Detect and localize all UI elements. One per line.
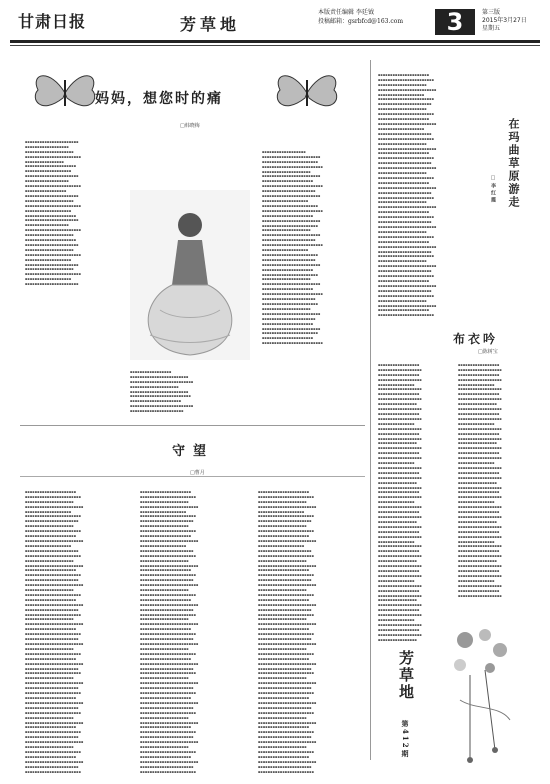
article-body-watch-col-2: ▪▪▪▪▪▪▪▪▪▪▪▪▪▪▪▪▪▪▪▪▪ ▪▪▪▪▪▪▪▪▪▪▪▪▪▪▪▪▪▪▪▪▪▪▪ ▪▪▪▪▪▪▪▪▪▪▪▪▪▪▪▪▪▪▪▪ ▪▪▪▪▪▪▪▪▪▪▪▪▪▪▪▪▪▪▪▪▪▪▪▪ ▪▪▪▪▪▪▪▪▪▪▪▪▪▪▪▪▪▪▪ ▪▪▪▪▪▪▪▪▪▪▪▪▪▪▪▪▪▪▪▪▪▪▪ ▪▪▪▪▪▪▪▪▪▪▪▪▪▪▪▪▪▪▪▪▪▪ ▪▪▪▪▪▪▪▪▪▪▪▪▪▪▪▪▪▪▪▪ ▪▪▪▪▪▪▪▪▪▪▪▪▪▪▪▪▪▪▪▪▪▪▪ ▪▪▪▪▪▪▪▪▪▪▪▪▪▪▪▪▪▪▪▪▪ ▪▪▪▪▪▪▪▪▪▪▪▪▪▪▪▪▪▪▪▪▪▪▪▪ ▪▪▪▪▪▪▪▪▪▪▪▪▪▪▪▪▪▪▪ ▪▪▪▪▪▪▪▪▪▪▪▪▪▪▪▪▪▪▪▪▪▪ ▪▪▪▪▪▪▪▪▪▪▪▪▪▪▪▪▪▪▪▪▪▪▪ ▪▪▪▪▪▪▪▪▪▪▪▪▪▪▪▪▪▪▪▪ ▪▪▪▪▪▪▪▪▪▪▪▪▪▪▪▪▪▪▪▪▪▪▪▪ ▪▪▪▪▪▪▪▪▪▪▪▪▪▪▪▪▪▪▪▪▪ ▪▪▪▪▪▪▪▪▪▪▪▪▪▪▪▪▪▪▪▪▪▪▪ ▪▪▪▪▪▪▪▪▪▪▪▪▪▪▪▪▪▪▪▪▪▪ ▪▪▪▪▪▪▪▪▪▪▪▪▪▪▪▪▪▪▪▪▪▪▪▪ ▪▪▪▪▪▪▪▪▪▪▪▪▪▪▪▪▪▪▪▪ ▪▪▪▪▪▪▪▪▪▪▪▪▪▪▪▪▪▪▪▪▪▪▪ ▪▪▪▪▪▪▪▪▪▪▪▪▪▪▪▪▪▪▪▪▪ ▪▪▪▪▪▪▪▪▪▪▪▪▪▪▪▪▪▪▪▪▪▪▪▪ ▪▪▪▪▪▪▪▪▪▪▪▪▪▪▪▪▪▪▪▪▪▪ ▪▪▪▪▪▪▪▪▪▪▪▪▪▪▪▪▪▪▪▪▪▪▪ ▪▪▪▪▪▪▪▪▪▪▪▪▪▪▪▪▪▪▪▪ ▪▪▪▪▪▪▪▪▪▪▪▪▪▪▪▪▪▪▪▪▪▪▪▪ ▪▪▪▪▪▪▪▪▪▪▪▪▪▪▪▪▪▪▪▪▪ ▪▪▪▪▪▪▪▪▪▪▪▪▪▪▪▪▪▪▪▪▪▪▪ ▪▪▪▪▪▪▪▪▪▪▪▪▪▪▪▪▪▪▪▪▪▪ ▪▪▪▪▪▪▪▪▪▪▪▪▪▪▪▪▪▪▪▪▪▪▪▪ ▪▪▪▪▪▪▪▪▪▪▪▪▪▪▪▪▪▪▪▪ ▪▪▪▪▪▪▪▪▪▪▪▪▪▪▪▪▪▪▪▪▪▪▪ ▪▪▪▪▪▪▪▪▪▪▪▪▪▪▪▪▪▪▪▪▪ ▪▪▪▪▪▪▪▪▪▪▪▪▪▪▪▪▪▪▪▪▪▪▪▪ ▪▪▪▪▪▪▪▪▪▪▪▪▪▪▪▪▪▪▪▪▪▪ ▪▪▪▪▪▪▪▪▪▪▪▪▪▪▪▪▪▪▪▪▪▪▪ ▪▪▪▪▪▪▪▪▪▪▪▪▪▪▪▪▪▪▪▪ ▪▪▪▪▪▪▪▪▪▪▪▪▪▪▪▪▪▪▪▪▪▪▪▪ ▪▪▪▪▪▪▪▪▪▪▪▪▪▪▪▪▪▪▪▪▪▪ ▪▪▪▪▪▪▪▪▪▪▪▪▪▪▪▪▪▪▪▪▪▪▪ ▪▪▪▪▪▪▪▪▪▪▪▪▪▪▪▪▪▪▪▪▪ ▪▪▪▪▪▪▪▪▪▪▪▪▪▪▪▪▪▪▪▪▪▪▪▪ ▪▪▪▪▪▪▪▪▪▪▪▪▪▪▪▪▪▪▪▪▪▪ ▪▪▪▪▪▪▪▪▪▪▪▪▪▪▪▪▪▪▪▪▪▪▪ ▪▪▪▪▪▪▪▪▪▪▪▪▪▪▪▪▪▪▪▪ ▪▪▪▪▪▪▪▪▪▪▪▪▪▪▪▪▪▪▪▪▪▪▪▪ ▪▪▪▪▪▪▪▪▪▪▪▪▪▪▪▪▪▪▪▪▪ ▪▪▪▪▪▪▪▪▪▪▪▪▪▪▪▪▪▪▪▪▪▪▪ ▪▪▪▪▪▪▪▪▪▪▪▪▪▪▪▪▪▪▪▪▪▪ ▪▪▪▪▪▪▪▪▪▪▪▪▪▪▪▪▪▪▪▪▪▪▪▪ ▪▪▪▪▪▪▪▪▪▪▪▪▪▪▪▪▪▪▪▪ ▪▪▪▪▪▪▪▪▪▪▪▪▪▪▪▪▪▪▪▪▪▪▪ ▪▪▪▪▪▪▪▪▪▪▪▪▪▪▪▪▪▪▪▪▪ ▪▪▪▪▪▪▪▪▪▪▪▪▪▪▪▪▪▪▪▪▪▪▪▪ ▪▪▪▪▪▪▪▪▪▪▪▪▪▪▪▪▪▪▪▪▪▪ ▪▪▪▪▪▪▪▪▪▪▪▪▪▪▪▪▪▪▪▪▪▪▪ [140, 489, 199, 774]
article-body-column-2: ▪▪▪▪▪▪▪▪▪▪▪▪▪▪▪▪▪ ▪▪▪▪▪▪▪▪▪▪▪▪▪▪▪▪▪▪▪▪▪▪▪▪ ▪▪▪▪▪▪▪▪▪▪▪▪▪▪▪▪▪▪▪▪▪▪▪▪▪▪ ▪▪▪▪▪▪▪▪▪▪▪▪▪▪▪▪▪▪▪▪ ▪▪▪▪▪▪▪▪▪▪▪▪▪▪▪▪▪▪▪▪▪▪▪▪ ▪▪▪▪▪▪▪▪▪▪▪▪▪▪▪▪▪▪▪▪▪▪▪▪▪ ▪▪▪▪▪▪▪▪▪▪▪▪▪▪▪▪▪▪▪▪▪ ▪▪▪▪▪▪▪▪▪▪▪▪▪▪▪▪▪▪▪▪▪▪▪▪▪▪ ▪▪▪▪▪▪▪▪▪▪▪▪▪▪▪▪▪▪▪▪▪▪ [130, 369, 194, 414]
masthead [0, 0, 550, 40]
newspaper-logo: 甘肃日报 [18, 12, 87, 31]
article-title-grassland: 在玛曲草原游走 [507, 118, 520, 209]
page-number: 3 [435, 9, 475, 35]
weekday-label: 星期五 [482, 25, 501, 32]
article-author-cloth: □陈树宝 [478, 349, 498, 355]
flower-illustration [430, 610, 530, 770]
article-title-cloth: 布衣吟 [453, 332, 499, 346]
article-body-watch-col-1: ▪▪▪▪▪▪▪▪▪▪▪▪▪▪▪▪▪▪▪▪▪ ▪▪▪▪▪▪▪▪▪▪▪▪▪▪▪▪▪▪▪▪▪▪▪ ▪▪▪▪▪▪▪▪▪▪▪▪▪▪▪▪▪▪▪▪ ▪▪▪▪▪▪▪▪▪▪▪▪▪▪▪▪▪▪▪▪▪▪▪▪ ▪▪▪▪▪▪▪▪▪▪▪▪▪▪▪▪▪▪▪ ▪▪▪▪▪▪▪▪▪▪▪▪▪▪▪▪▪▪▪▪▪▪▪ ▪▪▪▪▪▪▪▪▪▪▪▪▪▪▪▪▪▪▪▪▪▪ ▪▪▪▪▪▪▪▪▪▪▪▪▪▪▪▪▪▪▪▪ ▪▪▪▪▪▪▪▪▪▪▪▪▪▪▪▪▪▪▪▪▪▪▪ ▪▪▪▪▪▪▪▪▪▪▪▪▪▪▪▪▪▪▪▪▪ ▪▪▪▪▪▪▪▪▪▪▪▪▪▪▪▪▪▪▪▪▪▪▪▪ ▪▪▪▪▪▪▪▪▪▪▪▪▪▪▪▪▪▪▪ ▪▪▪▪▪▪▪▪▪▪▪▪▪▪▪▪▪▪▪▪▪▪ ▪▪▪▪▪▪▪▪▪▪▪▪▪▪▪▪▪▪▪▪▪▪▪ ▪▪▪▪▪▪▪▪▪▪▪▪▪▪▪▪▪▪▪▪ ▪▪▪▪▪▪▪▪▪▪▪▪▪▪▪▪▪▪▪▪▪▪▪▪ ▪▪▪▪▪▪▪▪▪▪▪▪▪▪▪▪▪▪▪▪▪ ▪▪▪▪▪▪▪▪▪▪▪▪▪▪▪▪▪▪▪▪▪▪▪ ▪▪▪▪▪▪▪▪▪▪▪▪▪▪▪▪▪▪▪▪▪▪ ▪▪▪▪▪▪▪▪▪▪▪▪▪▪▪▪▪▪▪▪▪▪▪▪ ▪▪▪▪▪▪▪▪▪▪▪▪▪▪▪▪▪▪▪▪ ▪▪▪▪▪▪▪▪▪▪▪▪▪▪▪▪▪▪▪▪▪▪▪ ▪▪▪▪▪▪▪▪▪▪▪▪▪▪▪▪▪▪▪▪▪ ▪▪▪▪▪▪▪▪▪▪▪▪▪▪▪▪▪▪▪▪▪▪▪▪ ▪▪▪▪▪▪▪▪▪▪▪▪▪▪▪▪▪▪▪▪▪▪ ▪▪▪▪▪▪▪▪▪▪▪▪▪▪▪▪▪▪▪▪▪▪▪ ▪▪▪▪▪▪▪▪▪▪▪▪▪▪▪▪▪▪▪▪ ▪▪▪▪▪▪▪▪▪▪▪▪▪▪▪▪▪▪▪▪▪▪▪▪ ▪▪▪▪▪▪▪▪▪▪▪▪▪▪▪▪▪▪▪▪▪ ▪▪▪▪▪▪▪▪▪▪▪▪▪▪▪▪▪▪▪▪▪▪▪ ▪▪▪▪▪▪▪▪▪▪▪▪▪▪▪▪▪▪▪▪▪▪ ▪▪▪▪▪▪▪▪▪▪▪▪▪▪▪▪▪▪▪▪▪▪▪▪ ▪▪▪▪▪▪▪▪▪▪▪▪▪▪▪▪▪▪▪▪ ▪▪▪▪▪▪▪▪▪▪▪▪▪▪▪▪▪▪▪▪▪▪▪ ▪▪▪▪▪▪▪▪▪▪▪▪▪▪▪▪▪▪▪▪▪ ▪▪▪▪▪▪▪▪▪▪▪▪▪▪▪▪▪▪▪▪▪▪▪▪ ▪▪▪▪▪▪▪▪▪▪▪▪▪▪▪▪▪▪▪▪▪▪ ▪▪▪▪▪▪▪▪▪▪▪▪▪▪▪▪▪▪▪▪▪▪▪ ▪▪▪▪▪▪▪▪▪▪▪▪▪▪▪▪▪▪▪▪ ▪▪▪▪▪▪▪▪▪▪▪▪▪▪▪▪▪▪▪▪▪▪▪▪ ▪▪▪▪▪▪▪▪▪▪▪▪▪▪▪▪▪▪▪▪▪▪ ▪▪▪▪▪▪▪▪▪▪▪▪▪▪▪▪▪▪▪▪▪▪▪ ▪▪▪▪▪▪▪▪▪▪▪▪▪▪▪▪▪▪▪▪▪ ▪▪▪▪▪▪▪▪▪▪▪▪▪▪▪▪▪▪▪▪▪▪▪▪ ▪▪▪▪▪▪▪▪▪▪▪▪▪▪▪▪▪▪▪▪▪▪ ▪▪▪▪▪▪▪▪▪▪▪▪▪▪▪▪▪▪▪▪▪▪▪ ▪▪▪▪▪▪▪▪▪▪▪▪▪▪▪▪▪▪▪▪ ▪▪▪▪▪▪▪▪▪▪▪▪▪▪▪▪▪▪▪▪▪▪▪▪ ▪▪▪▪▪▪▪▪▪▪▪▪▪▪▪▪▪▪▪▪▪ ▪▪▪▪▪▪▪▪▪▪▪▪▪▪▪▪▪▪▪▪▪▪▪ ▪▪▪▪▪▪▪▪▪▪▪▪▪▪▪▪▪▪▪▪▪▪ ▪▪▪▪▪▪▪▪▪▪▪▪▪▪▪▪▪▪▪▪▪▪▪▪ ▪▪▪▪▪▪▪▪▪▪▪▪▪▪▪▪▪▪▪▪ ▪▪▪▪▪▪▪▪▪▪▪▪▪▪▪▪▪▪▪▪▪▪▪ ▪▪▪▪▪▪▪▪▪▪▪▪▪▪▪▪▪▪▪▪▪ ▪▪▪▪▪▪▪▪▪▪▪▪▪▪▪▪▪▪▪▪▪▪▪▪ ▪▪▪▪▪▪▪▪▪▪▪▪▪▪▪▪▪▪▪▪▪▪ ▪▪▪▪▪▪▪▪▪▪▪▪▪▪▪▪▪▪▪▪▪▪▪ [25, 489, 84, 774]
article-body-grassland: ▪▪▪▪▪▪▪▪▪▪▪▪▪▪▪▪▪▪▪▪▪ ▪▪▪▪▪▪▪▪▪▪▪▪▪▪▪▪▪▪▪▪▪▪▪ ▪▪▪▪▪▪▪▪▪▪▪▪▪▪▪▪▪▪▪▪ ▪▪▪▪▪▪▪▪▪▪▪▪▪▪▪▪▪▪▪▪▪▪▪▪ ▪▪▪▪▪▪▪▪▪▪▪▪▪▪▪▪▪▪▪ ▪▪▪▪▪▪▪▪▪▪▪▪▪▪▪▪▪▪▪▪▪▪▪ ▪▪▪▪▪▪▪▪▪▪▪▪▪▪▪▪▪▪▪▪▪▪ ▪▪▪▪▪▪▪▪▪▪▪▪▪▪▪▪▪▪▪▪ ▪▪▪▪▪▪▪▪▪▪▪▪▪▪▪▪▪▪▪▪▪▪▪ ▪▪▪▪▪▪▪▪▪▪▪▪▪▪▪▪▪▪▪▪▪ ▪▪▪▪▪▪▪▪▪▪▪▪▪▪▪▪▪▪▪▪▪▪▪▪ ▪▪▪▪▪▪▪▪▪▪▪▪▪▪▪▪▪▪▪ ▪▪▪▪▪▪▪▪▪▪▪▪▪▪▪▪▪▪▪▪▪▪ ▪▪▪▪▪▪▪▪▪▪▪▪▪▪▪▪▪▪▪▪▪▪▪ ▪▪▪▪▪▪▪▪▪▪▪▪▪▪▪▪▪▪▪▪ ▪▪▪▪▪▪▪▪▪▪▪▪▪▪▪▪▪▪▪▪▪▪▪▪ ▪▪▪▪▪▪▪▪▪▪▪▪▪▪▪▪▪▪▪▪▪ ▪▪▪▪▪▪▪▪▪▪▪▪▪▪▪▪▪▪▪▪▪▪▪ ▪▪▪▪▪▪▪▪▪▪▪▪▪▪▪▪▪▪▪▪▪▪ ▪▪▪▪▪▪▪▪▪▪▪▪▪▪▪▪▪▪▪▪▪▪▪▪ ▪▪▪▪▪▪▪▪▪▪▪▪▪▪▪▪▪▪▪▪ ▪▪▪▪▪▪▪▪▪▪▪▪▪▪▪▪▪▪▪▪▪▪▪ ▪▪▪▪▪▪▪▪▪▪▪▪▪▪▪▪▪▪▪▪▪ ▪▪▪▪▪▪▪▪▪▪▪▪▪▪▪▪▪▪▪▪▪▪▪▪ ▪▪▪▪▪▪▪▪▪▪▪▪▪▪▪▪▪▪▪▪▪▪ ▪▪▪▪▪▪▪▪▪▪▪▪▪▪▪▪▪▪▪▪▪▪▪ ▪▪▪▪▪▪▪▪▪▪▪▪▪▪▪▪▪▪▪▪ ▪▪▪▪▪▪▪▪▪▪▪▪▪▪▪▪▪▪▪▪▪▪▪▪ ▪▪▪▪▪▪▪▪▪▪▪▪▪▪▪▪▪▪▪▪▪ ▪▪▪▪▪▪▪▪▪▪▪▪▪▪▪▪▪▪▪▪▪▪▪ ▪▪▪▪▪▪▪▪▪▪▪▪▪▪▪▪▪▪▪▪▪▪ ▪▪▪▪▪▪▪▪▪▪▪▪▪▪▪▪▪▪▪▪▪▪▪▪ ▪▪▪▪▪▪▪▪▪▪▪▪▪▪▪▪▪▪▪▪ ▪▪▪▪▪▪▪▪▪▪▪▪▪▪▪▪▪▪▪▪▪▪▪ ▪▪▪▪▪▪▪▪▪▪▪▪▪▪▪▪▪▪▪▪▪ ▪▪▪▪▪▪▪▪▪▪▪▪▪▪▪▪▪▪▪▪▪▪▪▪ ▪▪▪▪▪▪▪▪▪▪▪▪▪▪▪▪▪▪▪▪▪▪ ▪▪▪▪▪▪▪▪▪▪▪▪▪▪▪▪▪▪▪▪▪▪▪ ▪▪▪▪▪▪▪▪▪▪▪▪▪▪▪▪▪▪▪▪ ▪▪▪▪▪▪▪▪▪▪▪▪▪▪▪▪▪▪▪▪▪▪▪▪ ▪▪▪▪▪▪▪▪▪▪▪▪▪▪▪▪▪▪▪▪▪▪ ▪▪▪▪▪▪▪▪▪▪▪▪▪▪▪▪▪▪▪▪▪▪▪ ▪▪▪▪▪▪▪▪▪▪▪▪▪▪▪▪▪▪▪▪▪ ▪▪▪▪▪▪▪▪▪▪▪▪▪▪▪▪▪▪▪▪▪▪▪▪ ▪▪▪▪▪▪▪▪▪▪▪▪▪▪▪▪▪▪▪▪▪▪ ▪▪▪▪▪▪▪▪▪▪▪▪▪▪▪▪▪▪▪▪▪▪▪ ▪▪▪▪▪▪▪▪▪▪▪▪▪▪▪▪▪▪▪▪ ▪▪▪▪▪▪▪▪▪▪▪▪▪▪▪▪▪▪▪▪▪▪▪▪ ▪▪▪▪▪▪▪▪▪▪▪▪▪▪▪▪▪▪▪▪▪ ▪▪▪▪▪▪▪▪▪▪▪▪▪▪▪▪▪▪▪▪▪▪▪ [378, 72, 437, 318]
editor-line: 本版责任编辑 李廷钺 [318, 9, 374, 16]
butterfly-illustration-left [30, 68, 100, 118]
section-title: 芳草地 [180, 15, 241, 34]
feature-title: 芳草地 [397, 650, 415, 701]
article-author-grassland: □李红霞 [490, 175, 496, 204]
article-author-mother: □韩晓梅 [180, 123, 200, 129]
section-divider [20, 425, 365, 426]
masthead-rule [10, 40, 540, 43]
girl-photo-illustration [130, 190, 250, 360]
article-title-watch: 守望 [172, 444, 215, 459]
email-line: 投稿邮箱：gsrbfcd@163.com [318, 18, 404, 25]
article-body-column-3: ▪▪▪▪▪▪▪▪▪▪▪▪▪▪▪▪▪▪ ▪▪▪▪▪▪▪▪▪▪▪▪▪▪▪▪▪▪▪▪▪▪▪▪ ▪▪▪▪▪▪▪▪▪▪▪▪▪▪▪▪▪▪▪▪▪▪▪ ▪▪▪▪▪▪▪▪▪▪▪▪▪▪▪▪▪▪▪▪▪▪▪▪▪ ▪▪▪▪▪▪▪▪▪▪▪▪▪▪▪▪▪▪▪▪ ▪▪▪▪▪▪▪▪▪▪▪▪▪▪▪▪▪▪▪▪▪▪▪▪ ▪▪▪▪▪▪▪▪▪▪▪▪▪▪▪▪▪▪▪▪▪ ▪▪▪▪▪▪▪▪▪▪▪▪▪▪▪▪▪▪▪▪▪▪▪▪▪ ▪▪▪▪▪▪▪▪▪▪▪▪▪▪▪▪▪▪▪▪▪▪ ▪▪▪▪▪▪▪▪▪▪▪▪▪▪▪▪▪▪▪▪▪▪▪▪ ▪▪▪▪▪▪▪▪▪▪▪▪▪▪▪▪▪▪▪ ▪▪▪▪▪▪▪▪▪▪▪▪▪▪▪▪▪▪▪▪▪▪▪ ▪▪▪▪▪▪▪▪▪▪▪▪▪▪▪▪▪▪▪▪▪▪▪▪▪ ▪▪▪▪▪▪▪▪▪▪▪▪▪▪▪▪▪▪▪▪▪ ▪▪▪▪▪▪▪▪▪▪▪▪▪▪▪▪▪▪▪▪▪▪▪▪ ▪▪▪▪▪▪▪▪▪▪▪▪▪▪▪▪▪▪▪▪▪▪▪ ▪▪▪▪▪▪▪▪▪▪▪▪▪▪▪▪▪▪▪▪ ▪▪▪▪▪▪▪▪▪▪▪▪▪▪▪▪▪▪▪▪▪▪▪▪ ▪▪▪▪▪▪▪▪▪▪▪▪▪▪▪▪▪▪▪▪▪▪ ▪▪▪▪▪▪▪▪▪▪▪▪▪▪▪▪▪▪▪▪▪▪▪▪▪ ▪▪▪▪▪▪▪▪▪▪▪▪▪▪▪▪▪▪▪ ▪▪▪▪▪▪▪▪▪▪▪▪▪▪▪▪▪▪▪▪▪▪▪ ▪▪▪▪▪▪▪▪▪▪▪▪▪▪▪▪▪▪▪▪▪▪ ▪▪▪▪▪▪▪▪▪▪▪▪▪▪▪▪▪▪▪▪▪▪▪▪ ▪▪▪▪▪▪▪▪▪▪▪▪▪▪▪▪▪▪▪▪▪ ▪▪▪▪▪▪▪▪▪▪▪▪▪▪▪▪▪▪▪▪▪▪▪ ▪▪▪▪▪▪▪▪▪▪▪▪▪▪▪▪▪▪▪▪ ▪▪▪▪▪▪▪▪▪▪▪▪▪▪▪▪▪▪▪▪▪▪▪▪ ▪▪▪▪▪▪▪▪▪▪▪▪▪▪▪▪▪▪▪▪▪ ▪▪▪▪▪▪▪▪▪▪▪▪▪▪▪▪▪▪▪▪▪▪▪▪▪ ▪▪▪▪▪▪▪▪▪▪▪▪▪▪▪▪▪▪▪▪▪▪ ▪▪▪▪▪▪▪▪▪▪▪▪▪▪▪▪▪▪▪▪▪▪▪ ▪▪▪▪▪▪▪▪▪▪▪▪▪▪▪▪▪▪▪▪ ▪▪▪▪▪▪▪▪▪▪▪▪▪▪▪▪▪▪▪▪▪▪▪▪ ▪▪▪▪▪▪▪▪▪▪▪▪▪▪▪▪▪▪▪▪▪▪ ▪▪▪▪▪▪▪▪▪▪▪▪▪▪▪▪▪▪▪▪▪ ▪▪▪▪▪▪▪▪▪▪▪▪▪▪▪▪▪▪▪▪▪▪▪▪ ▪▪▪▪▪▪▪▪▪▪▪▪▪▪▪▪▪▪▪▪▪▪▪ ▪▪▪▪▪▪▪▪▪▪▪▪▪▪▪▪▪▪▪▪▪ ▪▪▪▪▪▪▪▪▪▪▪▪▪▪▪▪▪▪▪▪▪▪▪▪▪ [262, 149, 323, 346]
butterfly-illustration-right [272, 68, 342, 118]
column-divider [370, 60, 371, 760]
article-body-watch-col-3: ▪▪▪▪▪▪▪▪▪▪▪▪▪▪▪▪▪▪▪▪▪ ▪▪▪▪▪▪▪▪▪▪▪▪▪▪▪▪▪▪▪▪▪▪▪ ▪▪▪▪▪▪▪▪▪▪▪▪▪▪▪▪▪▪▪▪ ▪▪▪▪▪▪▪▪▪▪▪▪▪▪▪▪▪▪▪▪▪▪▪▪ ▪▪▪▪▪▪▪▪▪▪▪▪▪▪▪▪▪▪▪ ▪▪▪▪▪▪▪▪▪▪▪▪▪▪▪▪▪▪▪▪▪▪▪ ▪▪▪▪▪▪▪▪▪▪▪▪▪▪▪▪▪▪▪▪▪▪ ▪▪▪▪▪▪▪▪▪▪▪▪▪▪▪▪▪▪▪▪ ▪▪▪▪▪▪▪▪▪▪▪▪▪▪▪▪▪▪▪▪▪▪▪ ▪▪▪▪▪▪▪▪▪▪▪▪▪▪▪▪▪▪▪▪▪ ▪▪▪▪▪▪▪▪▪▪▪▪▪▪▪▪▪▪▪▪▪▪▪▪ ▪▪▪▪▪▪▪▪▪▪▪▪▪▪▪▪▪▪▪ ▪▪▪▪▪▪▪▪▪▪▪▪▪▪▪▪▪▪▪▪▪▪ ▪▪▪▪▪▪▪▪▪▪▪▪▪▪▪▪▪▪▪▪▪▪▪ ▪▪▪▪▪▪▪▪▪▪▪▪▪▪▪▪▪▪▪▪ ▪▪▪▪▪▪▪▪▪▪▪▪▪▪▪▪▪▪▪▪▪▪▪▪ ▪▪▪▪▪▪▪▪▪▪▪▪▪▪▪▪▪▪▪▪▪ ▪▪▪▪▪▪▪▪▪▪▪▪▪▪▪▪▪▪▪▪▪▪▪ ▪▪▪▪▪▪▪▪▪▪▪▪▪▪▪▪▪▪▪▪▪▪ ▪▪▪▪▪▪▪▪▪▪▪▪▪▪▪▪▪▪▪▪▪▪▪▪ ▪▪▪▪▪▪▪▪▪▪▪▪▪▪▪▪▪▪▪▪ ▪▪▪▪▪▪▪▪▪▪▪▪▪▪▪▪▪▪▪▪▪▪▪ ▪▪▪▪▪▪▪▪▪▪▪▪▪▪▪▪▪▪▪▪▪ ▪▪▪▪▪▪▪▪▪▪▪▪▪▪▪▪▪▪▪▪▪▪▪▪ ▪▪▪▪▪▪▪▪▪▪▪▪▪▪▪▪▪▪▪▪▪▪ ▪▪▪▪▪▪▪▪▪▪▪▪▪▪▪▪▪▪▪▪▪▪▪ ▪▪▪▪▪▪▪▪▪▪▪▪▪▪▪▪▪▪▪▪ ▪▪▪▪▪▪▪▪▪▪▪▪▪▪▪▪▪▪▪▪▪▪▪▪ ▪▪▪▪▪▪▪▪▪▪▪▪▪▪▪▪▪▪▪▪▪ ▪▪▪▪▪▪▪▪▪▪▪▪▪▪▪▪▪▪▪▪▪▪▪ ▪▪▪▪▪▪▪▪▪▪▪▪▪▪▪▪▪▪▪▪▪▪ ▪▪▪▪▪▪▪▪▪▪▪▪▪▪▪▪▪▪▪▪▪▪▪▪ ▪▪▪▪▪▪▪▪▪▪▪▪▪▪▪▪▪▪▪▪ ▪▪▪▪▪▪▪▪▪▪▪▪▪▪▪▪▪▪▪▪▪▪▪ ▪▪▪▪▪▪▪▪▪▪▪▪▪▪▪▪▪▪▪▪▪ ▪▪▪▪▪▪▪▪▪▪▪▪▪▪▪▪▪▪▪▪▪▪▪▪ ▪▪▪▪▪▪▪▪▪▪▪▪▪▪▪▪▪▪▪▪▪▪ ▪▪▪▪▪▪▪▪▪▪▪▪▪▪▪▪▪▪▪▪▪▪▪ ▪▪▪▪▪▪▪▪▪▪▪▪▪▪▪▪▪▪▪▪ ▪▪▪▪▪▪▪▪▪▪▪▪▪▪▪▪▪▪▪▪▪▪▪▪ ▪▪▪▪▪▪▪▪▪▪▪▪▪▪▪▪▪▪▪▪▪▪ ▪▪▪▪▪▪▪▪▪▪▪▪▪▪▪▪▪▪▪▪▪▪▪ ▪▪▪▪▪▪▪▪▪▪▪▪▪▪▪▪▪▪▪▪▪ ▪▪▪▪▪▪▪▪▪▪▪▪▪▪▪▪▪▪▪▪▪▪▪▪ ▪▪▪▪▪▪▪▪▪▪▪▪▪▪▪▪▪▪▪▪▪▪ ▪▪▪▪▪▪▪▪▪▪▪▪▪▪▪▪▪▪▪▪▪▪▪ ▪▪▪▪▪▪▪▪▪▪▪▪▪▪▪▪▪▪▪▪ ▪▪▪▪▪▪▪▪▪▪▪▪▪▪▪▪▪▪▪▪▪▪▪▪ ▪▪▪▪▪▪▪▪▪▪▪▪▪▪▪▪▪▪▪▪▪ ▪▪▪▪▪▪▪▪▪▪▪▪▪▪▪▪▪▪▪▪▪▪▪ ▪▪▪▪▪▪▪▪▪▪▪▪▪▪▪▪▪▪▪▪▪▪ ▪▪▪▪▪▪▪▪▪▪▪▪▪▪▪▪▪▪▪▪▪▪▪▪ ▪▪▪▪▪▪▪▪▪▪▪▪▪▪▪▪▪▪▪▪ ▪▪▪▪▪▪▪▪▪▪▪▪▪▪▪▪▪▪▪▪▪▪▪ ▪▪▪▪▪▪▪▪▪▪▪▪▪▪▪▪▪▪▪▪▪ ▪▪▪▪▪▪▪▪▪▪▪▪▪▪▪▪▪▪▪▪▪▪▪▪ ▪▪▪▪▪▪▪▪▪▪▪▪▪▪▪▪▪▪▪▪▪▪ ▪▪▪▪▪▪▪▪▪▪▪▪▪▪▪▪▪▪▪▪▪▪▪ [258, 489, 317, 774]
editor-info [318, 8, 428, 26]
date-label: 2015年3月27日 [482, 17, 527, 24]
masthead-rule-thin [10, 45, 540, 46]
feature-issue: 第412期 [401, 720, 410, 759]
article-title-mother: 妈妈，想您时的痛 [95, 91, 223, 107]
watch-divider [20, 476, 365, 477]
article-body-cloth-col-2: ▪▪▪▪▪▪▪▪▪▪▪▪▪▪▪▪▪ ▪▪▪▪▪▪▪▪▪▪▪▪▪▪▪▪▪▪ ▪▪▪▪▪▪▪▪▪▪▪▪▪▪▪▪▪ ▪▪▪▪▪▪▪▪▪▪▪▪▪▪▪▪▪▪ ▪▪▪▪▪▪▪▪▪▪▪▪▪▪▪ ▪▪▪▪▪▪▪▪▪▪▪▪▪▪▪▪▪▪ ▪▪▪▪▪▪▪▪▪▪▪▪▪▪▪▪▪ ▪▪▪▪▪▪▪▪▪▪▪▪▪▪▪▪▪▪ ▪▪▪▪▪▪▪▪▪▪▪▪▪▪▪▪ ▪▪▪▪▪▪▪▪▪▪▪▪▪▪▪▪▪▪ ▪▪▪▪▪▪▪▪▪▪▪▪▪▪▪▪▪ ▪▪▪▪▪▪▪▪▪▪▪▪▪▪▪▪▪▪ ▪▪▪▪▪▪▪▪▪▪▪▪▪▪▪ ▪▪▪▪▪▪▪▪▪▪▪▪▪▪▪▪▪▪ ▪▪▪▪▪▪▪▪▪▪▪▪▪▪▪▪▪ ▪▪▪▪▪▪▪▪▪▪▪▪▪▪▪▪▪▪ ▪▪▪▪▪▪▪▪▪▪▪▪▪▪▪▪ ▪▪▪▪▪▪▪▪▪▪▪▪▪▪▪▪▪▪ ▪▪▪▪▪▪▪▪▪▪▪▪▪▪▪▪▪ ▪▪▪▪▪▪▪▪▪▪▪▪▪▪▪▪▪▪ ▪▪▪▪▪▪▪▪▪▪▪▪▪▪▪ ▪▪▪▪▪▪▪▪▪▪▪▪▪▪▪▪▪▪ ▪▪▪▪▪▪▪▪▪▪▪▪▪▪▪▪▪ ▪▪▪▪▪▪▪▪▪▪▪▪▪▪▪▪▪▪ ▪▪▪▪▪▪▪▪▪▪▪▪▪▪▪▪ ▪▪▪▪▪▪▪▪▪▪▪▪▪▪▪▪▪▪ ▪▪▪▪▪▪▪▪▪▪▪▪▪▪▪▪▪ ▪▪▪▪▪▪▪▪▪▪▪▪▪▪▪▪▪▪ ▪▪▪▪▪▪▪▪▪▪▪▪▪▪▪ ▪▪▪▪▪▪▪▪▪▪▪▪▪▪▪▪▪▪ ▪▪▪▪▪▪▪▪▪▪▪▪▪▪▪▪▪ ▪▪▪▪▪▪▪▪▪▪▪▪▪▪▪▪▪▪ ▪▪▪▪▪▪▪▪▪▪▪▪▪▪▪▪ ▪▪▪▪▪▪▪▪▪▪▪▪▪▪▪▪▪▪ ▪▪▪▪▪▪▪▪▪▪▪▪▪▪▪▪▪ ▪▪▪▪▪▪▪▪▪▪▪▪▪▪▪▪▪▪ ▪▪▪▪▪▪▪▪▪▪▪▪▪▪▪ ▪▪▪▪▪▪▪▪▪▪▪▪▪▪▪▪▪▪ ▪▪▪▪▪▪▪▪▪▪▪▪▪▪▪▪▪ ▪▪▪▪▪▪▪▪▪▪▪▪▪▪▪▪▪▪ ▪▪▪▪▪▪▪▪▪▪▪▪▪▪▪▪ ▪▪▪▪▪▪▪▪▪▪▪▪▪▪▪▪▪▪ ▪▪▪▪▪▪▪▪▪▪▪▪▪▪▪▪▪ ▪▪▪▪▪▪▪▪▪▪▪▪▪▪▪▪▪▪ ▪▪▪▪▪▪▪▪▪▪▪▪▪▪▪ ▪▪▪▪▪▪▪▪▪▪▪▪▪▪▪▪▪▪ ▪▪▪▪▪▪▪▪▪▪▪▪▪▪▪▪▪ ▪▪▪▪▪▪▪▪▪▪▪▪▪▪▪▪▪▪ [458, 362, 502, 598]
date-info [482, 9, 527, 33]
edition-label: 第三版 [482, 9, 501, 16]
article-author-watch: □曹月 [190, 470, 205, 476]
article-body-cloth-col-1: ▪▪▪▪▪▪▪▪▪▪▪▪▪▪▪▪▪ ▪▪▪▪▪▪▪▪▪▪▪▪▪▪▪▪▪▪ ▪▪▪▪▪▪▪▪▪▪▪▪▪▪▪▪▪ ▪▪▪▪▪▪▪▪▪▪▪▪▪▪▪▪▪▪ ▪▪▪▪▪▪▪▪▪▪▪▪▪▪▪ ▪▪▪▪▪▪▪▪▪▪▪▪▪▪▪▪▪▪ ▪▪▪▪▪▪▪▪▪▪▪▪▪▪▪▪▪ ▪▪▪▪▪▪▪▪▪▪▪▪▪▪▪▪▪▪ ▪▪▪▪▪▪▪▪▪▪▪▪▪▪▪▪ ▪▪▪▪▪▪▪▪▪▪▪▪▪▪▪▪▪▪ ▪▪▪▪▪▪▪▪▪▪▪▪▪▪▪▪▪ ▪▪▪▪▪▪▪▪▪▪▪▪▪▪▪▪▪▪ ▪▪▪▪▪▪▪▪▪▪▪▪▪▪▪ ▪▪▪▪▪▪▪▪▪▪▪▪▪▪▪▪▪▪ ▪▪▪▪▪▪▪▪▪▪▪▪▪▪▪▪▪ ▪▪▪▪▪▪▪▪▪▪▪▪▪▪▪▪▪▪ ▪▪▪▪▪▪▪▪▪▪▪▪▪▪▪▪ ▪▪▪▪▪▪▪▪▪▪▪▪▪▪▪▪▪▪ ▪▪▪▪▪▪▪▪▪▪▪▪▪▪▪▪▪ ▪▪▪▪▪▪▪▪▪▪▪▪▪▪▪▪▪▪ ▪▪▪▪▪▪▪▪▪▪▪▪▪▪▪ ▪▪▪▪▪▪▪▪▪▪▪▪▪▪▪▪▪▪ ▪▪▪▪▪▪▪▪▪▪▪▪▪▪▪▪▪ ▪▪▪▪▪▪▪▪▪▪▪▪▪▪▪▪▪▪ ▪▪▪▪▪▪▪▪▪▪▪▪▪▪▪▪ ▪▪▪▪▪▪▪▪▪▪▪▪▪▪▪▪▪▪ ▪▪▪▪▪▪▪▪▪▪▪▪▪▪▪▪▪ ▪▪▪▪▪▪▪▪▪▪▪▪▪▪▪▪▪▪ ▪▪▪▪▪▪▪▪▪▪▪▪▪▪▪ ▪▪▪▪▪▪▪▪▪▪▪▪▪▪▪▪▪▪ ▪▪▪▪▪▪▪▪▪▪▪▪▪▪▪▪▪ ▪▪▪▪▪▪▪▪▪▪▪▪▪▪▪▪▪▪ ▪▪▪▪▪▪▪▪▪▪▪▪▪▪▪▪ ▪▪▪▪▪▪▪▪▪▪▪▪▪▪▪▪▪▪ ▪▪▪▪▪▪▪▪▪▪▪▪▪▪▪▪▪ ▪▪▪▪▪▪▪▪▪▪▪▪▪▪▪▪▪▪ ▪▪▪▪▪▪▪▪▪▪▪▪▪▪▪ ▪▪▪▪▪▪▪▪▪▪▪▪▪▪▪▪▪▪ ▪▪▪▪▪▪▪▪▪▪▪▪▪▪▪▪▪ ▪▪▪▪▪▪▪▪▪▪▪▪▪▪▪▪▪▪ ▪▪▪▪▪▪▪▪▪▪▪▪▪▪▪▪ ▪▪▪▪▪▪▪▪▪▪▪▪▪▪▪▪▪▪ ▪▪▪▪▪▪▪▪▪▪▪▪▪▪▪▪▪ ▪▪▪▪▪▪▪▪▪▪▪▪▪▪▪▪▪▪ ▪▪▪▪▪▪▪▪▪▪▪▪▪▪▪ ▪▪▪▪▪▪▪▪▪▪▪▪▪▪▪▪▪▪ ▪▪▪▪▪▪▪▪▪▪▪▪▪▪▪▪▪ ▪▪▪▪▪▪▪▪▪▪▪▪▪▪▪▪▪▪ ▪▪▪▪▪▪▪▪▪▪▪▪▪▪▪▪ ▪▪▪▪▪▪▪▪▪▪▪▪▪▪▪▪▪▪ ▪▪▪▪▪▪▪▪▪▪▪▪▪▪▪▪▪ ▪▪▪▪▪▪▪▪▪▪▪▪▪▪▪▪▪▪ ▪▪▪▪▪▪▪▪▪▪▪▪▪▪▪ ▪▪▪▪▪▪▪▪▪▪▪▪▪▪▪▪▪▪ ▪▪▪▪▪▪▪▪▪▪▪▪▪▪▪▪▪ ▪▪▪▪▪▪▪▪▪▪▪▪▪▪▪▪▪▪ ▪▪▪▪▪▪▪▪▪▪▪▪▪▪▪▪ [378, 362, 422, 642]
article-body-column-1: ▪▪▪▪▪▪▪▪▪▪▪▪▪▪▪▪▪▪▪▪▪▪ ▪▪▪▪▪▪▪▪▪▪▪▪▪▪▪▪▪▪ ▪▪▪▪▪▪▪▪▪▪▪▪▪▪▪▪▪▪▪▪ ▪▪▪▪▪▪▪▪▪▪▪▪▪▪▪▪▪▪▪▪▪▪▪ ▪▪▪▪▪▪▪▪▪▪▪▪▪▪▪▪ ▪▪▪▪▪▪▪▪▪▪▪▪▪▪▪▪▪▪▪▪▪ ▪▪▪▪▪▪▪▪▪▪▪▪▪▪▪▪▪▪▪ ▪▪▪▪▪▪▪▪▪▪▪▪▪▪▪▪▪▪▪▪▪▪ ▪▪▪▪▪▪▪▪▪▪▪▪▪▪▪▪▪▪ ▪▪▪▪▪▪▪▪▪▪▪▪▪▪▪▪▪▪▪▪▪▪▪ ▪▪▪▪▪▪▪▪▪▪▪▪▪▪▪▪▪ ▪▪▪▪▪▪▪▪▪▪▪▪▪▪▪▪▪▪▪▪▪▪ ▪▪▪▪▪▪▪▪▪▪▪▪▪▪▪▪▪▪▪▪ ▪▪▪▪▪▪▪▪▪▪▪▪▪▪▪▪▪▪▪▪▪▪▪ ▪▪▪▪▪▪▪▪▪▪▪▪▪▪▪▪▪▪▪ ▪▪▪▪▪▪▪▪▪▪▪▪▪▪▪▪▪▪▪▪▪ ▪▪▪▪▪▪▪▪▪▪▪▪▪▪▪▪▪▪▪▪▪▪ ▪▪▪▪▪▪▪▪▪▪▪▪▪▪▪▪▪▪ ▪▪▪▪▪▪▪▪▪▪▪▪▪▪▪▪▪▪▪▪▪▪▪ ▪▪▪▪▪▪▪▪▪▪▪▪▪▪▪▪▪▪▪▪ ▪▪▪▪▪▪▪▪▪▪▪▪▪▪▪▪▪▪▪▪▪ ▪▪▪▪▪▪▪▪▪▪▪▪▪▪▪▪▪▪▪▪▪▪ ▪▪▪▪▪▪▪▪▪▪▪▪▪▪▪▪▪▪▪▪ ▪▪▪▪▪▪▪▪▪▪▪▪▪▪▪▪▪▪▪▪▪▪▪ ▪▪▪▪▪▪▪▪▪▪▪▪▪▪▪▪▪▪▪ ▪▪▪▪▪▪▪▪▪▪▪▪▪▪▪▪▪▪▪▪▪▪ ▪▪▪▪▪▪▪▪▪▪▪▪▪▪▪▪▪▪▪▪ ▪▪▪▪▪▪▪▪▪▪▪▪▪▪▪▪▪▪▪▪▪▪▪ ▪▪▪▪▪▪▪▪▪▪▪▪▪▪▪▪▪▪▪ ▪▪▪▪▪▪▪▪▪▪▪▪▪▪▪▪▪▪▪▪▪▪ [25, 139, 82, 287]
